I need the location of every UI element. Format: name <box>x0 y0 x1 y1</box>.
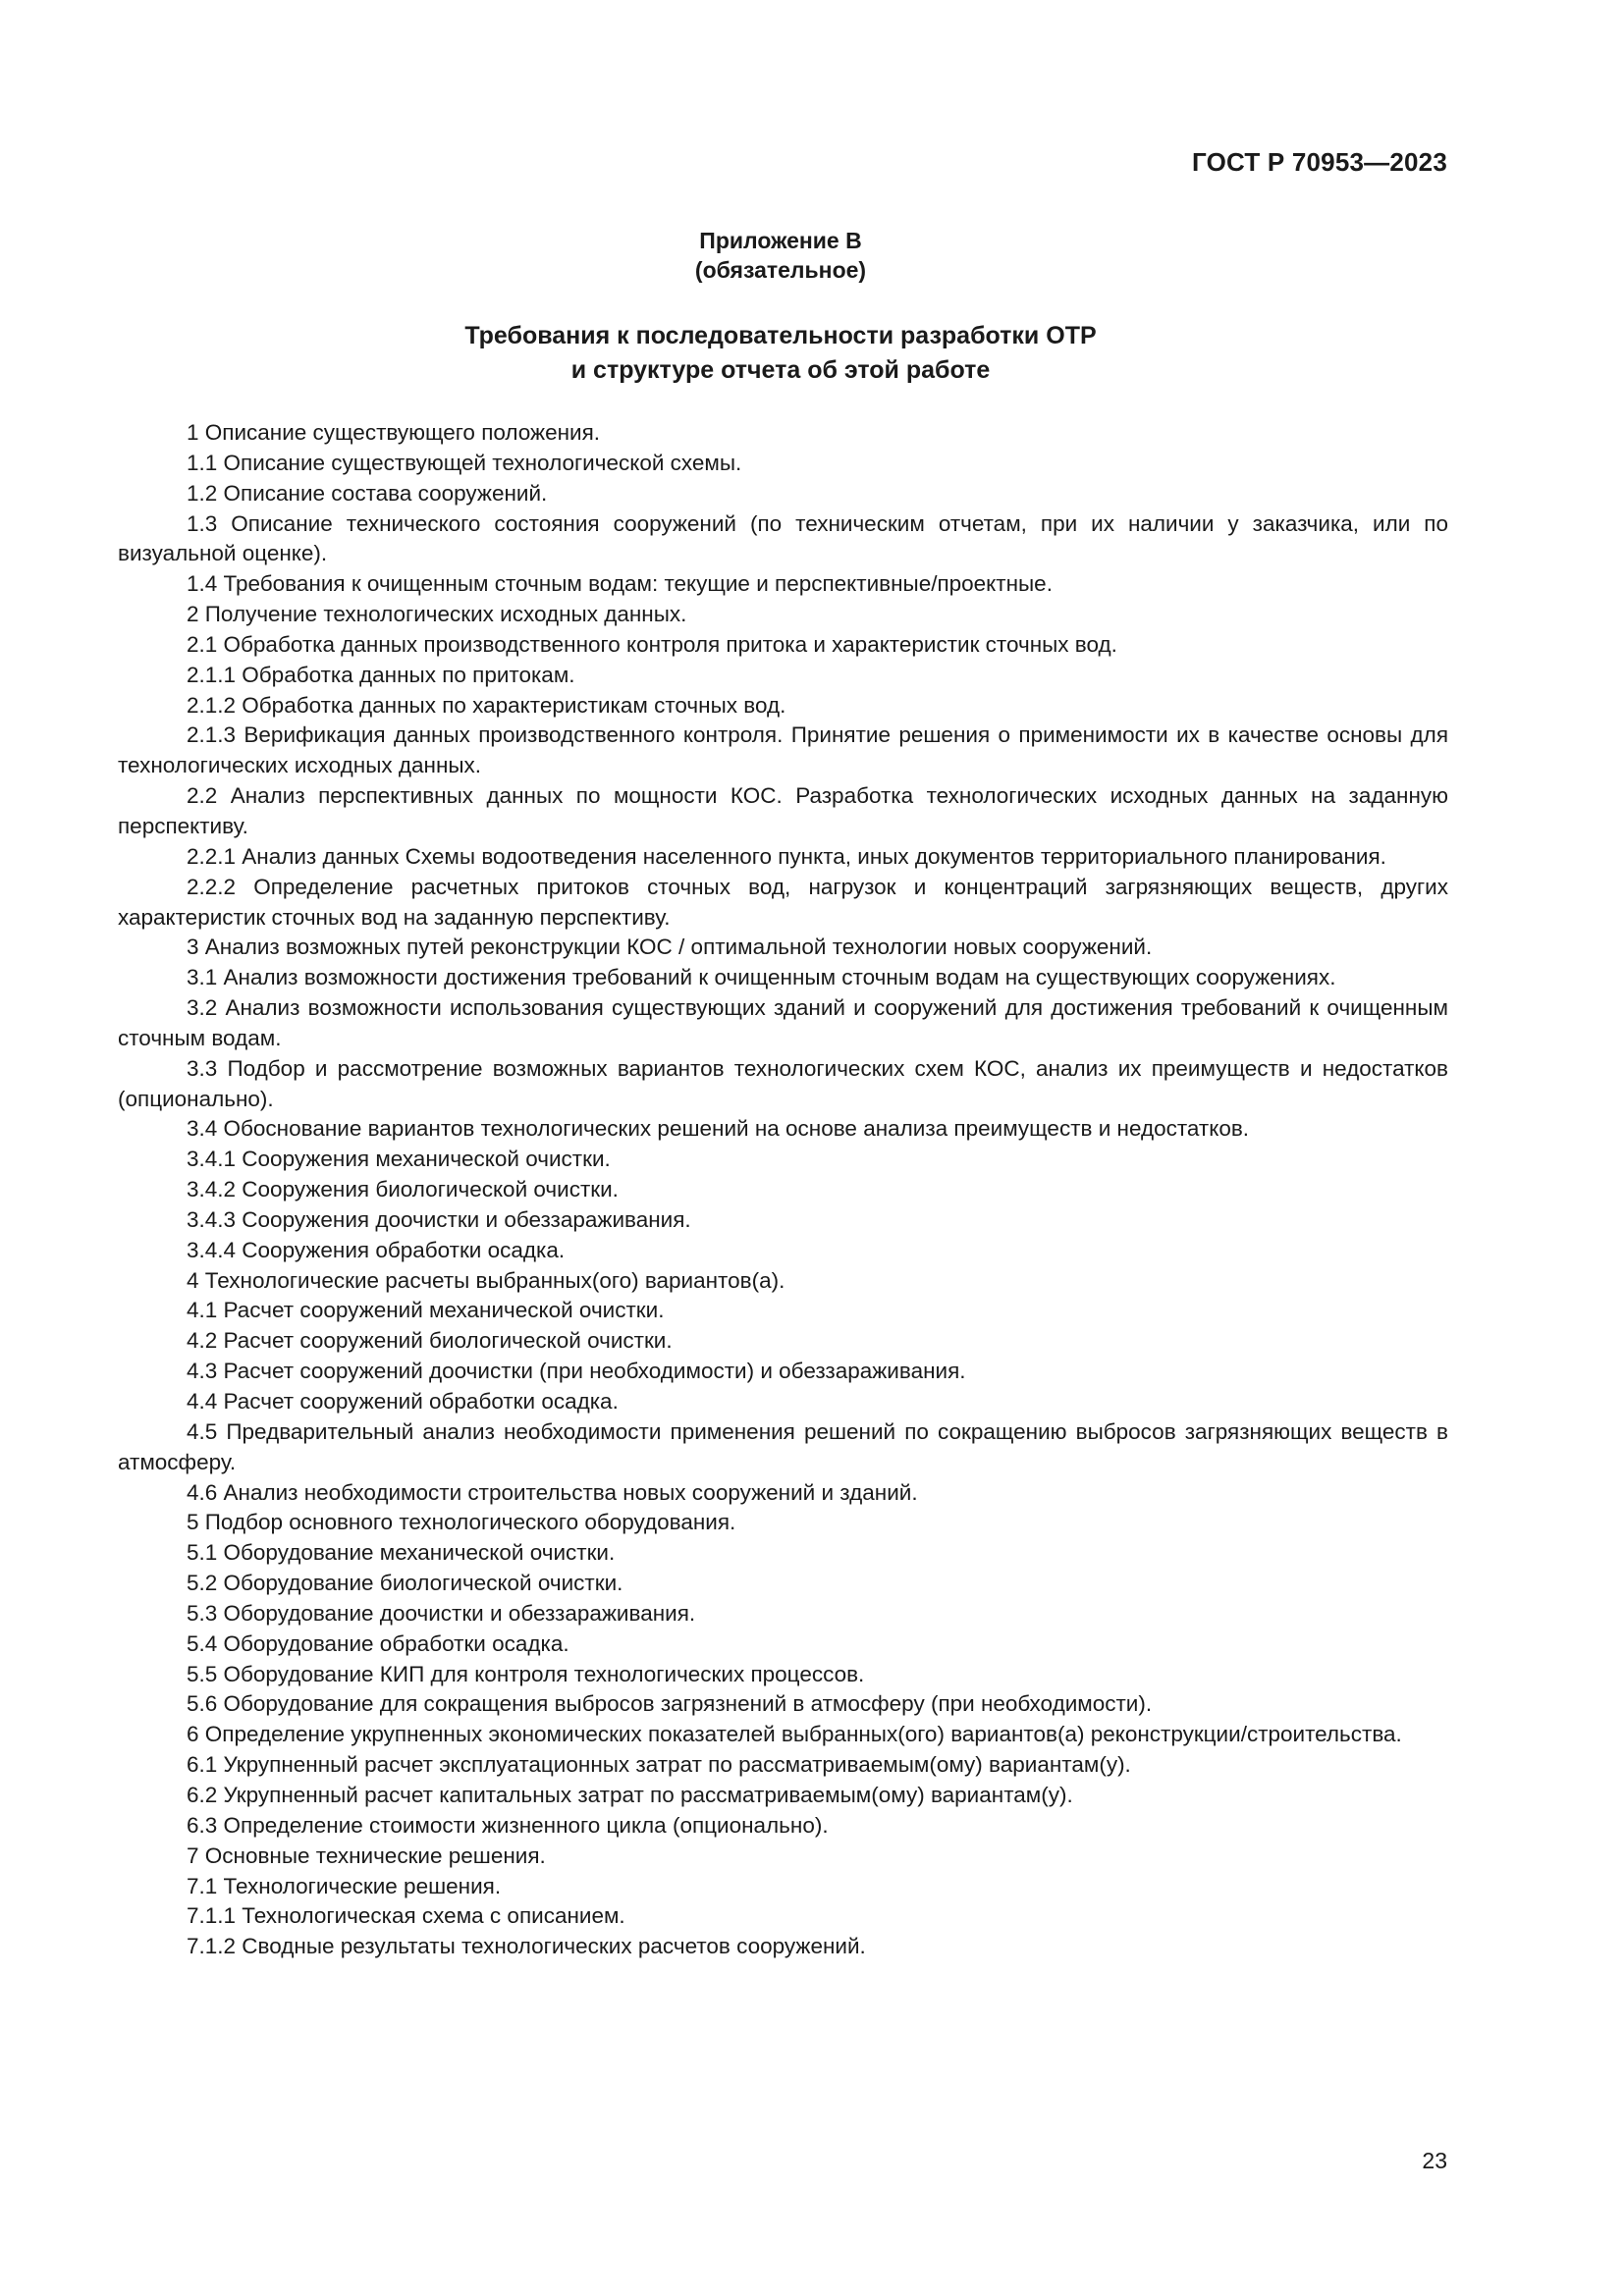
list-item: 6.1 Укрупненный расчет эксплуатационных затрат по рассматриваемым(ому) вариантам(у). <box>187 1752 1131 1778</box>
list-item: 3.4.3 Сооружения доочистки и обеззараживания. <box>187 1206 691 1232</box>
appendix-status: (обязательное) <box>694 257 867 283</box>
list-item: 6 Определение укрупненных экономических показателей выбранных(ого) вариантов(а) реконструкции/строительства. <box>187 1722 1402 1747</box>
list-item: 5.2 Оборудование биологической очистки. <box>187 1571 623 1596</box>
appendix-label: Приложение В <box>699 228 862 253</box>
list-item: 7.1.2 Сводные результаты технологических расчетов сооружений. <box>187 1934 866 1959</box>
list-item: 7.1.1 Технологическая схема с описанием. <box>187 1903 625 1929</box>
list-item: 4.5 Предварительный анализ необходимости применения решений по сокращению выбросов загрязняющих веществ в атмосферу. <box>118 1418 1448 1474</box>
title-line-1: Требования к последовательности разработки ОТР <box>464 322 1097 349</box>
list-item: 3.4.1 Сооружения механической очистки. <box>187 1147 611 1172</box>
list-item: 3.4.2 Сооружения биологической очистки. <box>187 1177 619 1202</box>
list-item: 5.4 Оборудование обработки осадка. <box>187 1630 569 1656</box>
list-item: 3.4.4 Сооружения обработки осадка. <box>187 1237 566 1262</box>
list-item: 3 Анализ возможных путей реконструкции КОС / оптимальной технологии новых сооружений. <box>187 934 1153 960</box>
list-item: 5.5 Оборудование КИП для контроля технологических процессов. <box>187 1661 865 1686</box>
list-item: 2.1.2 Обработка данных по характеристикам сточных вод. <box>187 692 786 718</box>
appendix-heading <box>0 226 1561 285</box>
list-item: 4.1 Расчет сооружений механической очистки. <box>187 1298 665 1323</box>
list-item: 1.4 Требования к очищенным сточным водам: текущие и перспективные/проектные. <box>187 571 1053 597</box>
page-title <box>0 319 1561 388</box>
list-item: 2 Получение технологических исходных данных. <box>187 602 687 627</box>
list-item: 1.2 Описание состава сооружений. <box>187 480 548 506</box>
list-item: 2.1 Обработка данных производственного контроля притока и характеристик сточных вод. <box>187 631 1117 657</box>
list-item: 4.4 Расчет сооружений обработки осадка. <box>187 1389 619 1414</box>
list-item: 3.3 Подбор и рассмотрение возможных вариантов технологических схем КОС, анализ их преимуществ и недостатков (опционально). <box>118 1055 1448 1111</box>
list-item: 4.6 Анализ необходимости строительства новых сооружений и зданий. <box>187 1479 918 1505</box>
list-item: 7.1 Технологические решения. <box>187 1873 502 1898</box>
list-item: 6.2 Укрупненный расчет капитальных затрат по рассматриваемым(ому) вариантам(у). <box>187 1782 1073 1807</box>
list-item: 3.1 Анализ возможности достижения требований к очищенным сточным водам на существующих сооружениях. <box>187 965 1336 990</box>
list-item: 1 Описание существующего положения. <box>187 420 601 445</box>
list-item: 2.2.2 Определение расчетных притоков сточных вод, нагрузок и концентраций загрязняющих веществ, других характеристик сточных вод на заданную перспективу. <box>118 874 1448 930</box>
list-item: 1.1 Описание существующей технологической схемы. <box>187 450 742 475</box>
list-item: 5.6 Оборудование для сокращения выбросов загрязнений в атмосферу (при необходимости). <box>187 1691 1153 1717</box>
list-item: 2.2.1 Анализ данных Схемы водоотведения населенного пункта, иных документов территориального планирования. <box>187 843 1386 869</box>
page-number: 23 <box>1422 2148 1447 2173</box>
list-item: 4.2 Расчет сооружений биологической очистки. <box>187 1328 673 1354</box>
list-item: 2.1.1 Обработка данных по притокам. <box>187 662 575 687</box>
list-item: 5 Подбор основного технологического оборудования. <box>187 1510 736 1535</box>
list-item: 1.3 Описание технического состояния сооружений (по техническим отчетам, при их наличии у заказчика, или по визуальной оценке). <box>118 510 1448 566</box>
title-line-2: и структуре отчета об этой работе <box>570 356 991 384</box>
document-code: ГОСТ Р 70953—2023 <box>1192 147 1447 177</box>
list-item: 6.3 Определение стоимости жизненного цикла (опционально). <box>187 1812 829 1838</box>
document-body <box>118 418 1448 1962</box>
list-item: 3.4 Обоснование вариантов технологических решений на основе анализа преимуществ и недостатков. <box>187 1116 1250 1142</box>
list-item: 2.1.3 Верификация данных производственного контроля. Принятие решения о применимости их в качестве основы для технологических исходных данных. <box>118 722 1448 778</box>
list-item: 5.3 Оборудование доочистки и обеззараживания. <box>187 1600 696 1626</box>
list-item: 7 Основные технические решения. <box>187 1842 546 1868</box>
list-item: 2.2 Анализ перспективных данных по мощности КОС. Разработка технологических исходных данных на заданную перспективу. <box>118 783 1448 838</box>
list-item: 5.1 Оборудование механической очистки. <box>187 1540 616 1566</box>
list-item: 3.2 Анализ возможности использования существующих зданий и сооружений для достижения требований к очищенным сточным водам. <box>118 995 1448 1050</box>
list-item: 4.3 Расчет сооружений доочистки (при необходимости) и обеззараживания. <box>187 1359 966 1384</box>
list-item: 4 Технологические расчеты выбранных(ого) вариантов(а). <box>187 1267 785 1293</box>
